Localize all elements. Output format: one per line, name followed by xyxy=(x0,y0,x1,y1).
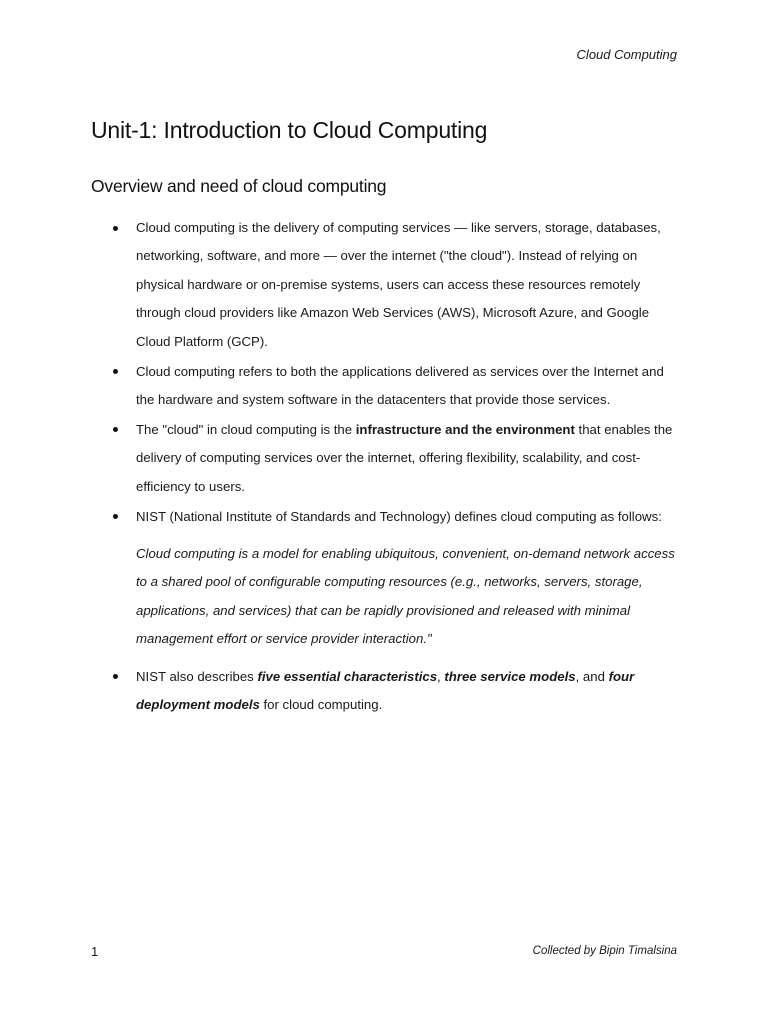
bullet-icon xyxy=(113,226,118,231)
document-body xyxy=(91,214,681,721)
bullet-text-end: for cloud computing. xyxy=(259,697,383,712)
bullet-bold-term: infrastructure and the environment xyxy=(355,421,575,437)
bullet-item xyxy=(91,358,681,415)
bullet-item xyxy=(91,663,681,720)
bullet-item xyxy=(91,214,681,356)
page-number: 1 xyxy=(91,944,99,959)
bullet-text-end: that enables the delivery of computing services over the internet, offering flexibility, scalability, and cost-efficiency to users. xyxy=(136,421,673,494)
bullet-item xyxy=(91,416,681,501)
separator: , xyxy=(437,668,445,684)
emphasis-deployment-models: four deployment models xyxy=(136,668,635,712)
nist-definition-quote: Cloud computing is a model for enabling ubiquitous, convenient, on-demand network access to a shared pool of configurable computing resources (e.g., networks, servers, storage, applications, and services) that can be rapidly provisioned and released with minimal management effort or service provider interaction." xyxy=(136,545,675,647)
bullet-icon xyxy=(113,674,118,679)
footer-credit: Collected by Bipin Timalsina xyxy=(532,945,677,957)
bullet-text: NIST (National Institute of Standards and Technology) defines cloud computing as follows: xyxy=(136,508,662,524)
emphasis-service-models: three service models xyxy=(444,668,576,684)
bullet-text-start: NIST also describes xyxy=(136,668,258,684)
bullet-list xyxy=(91,663,681,720)
bullet-icon xyxy=(113,369,118,374)
separator: , and xyxy=(575,668,609,684)
bullet-text-start: The "cloud" in cloud computing is the xyxy=(136,421,356,437)
bullet-text: Cloud computing refers to both the applications delivered as services over the Internet and the hardware and system software in the datacenters that provide those services. xyxy=(136,363,664,407)
unit-title: Unit-1: Introduction to Cloud Computing xyxy=(91,117,488,143)
bullet-list xyxy=(91,214,681,531)
bullet-icon xyxy=(113,427,118,432)
running-header: Cloud Computing xyxy=(576,47,677,62)
bullet-text: Cloud computing is the delivery of computing services — like servers, storage, databases, networking, software, and more — over the internet ("the cloud"). Instead of relying on physical hardware or on-premise systems, users can access these resources remotely through cloud providers like Amazon Web Services (AWS), Microsoft Azure, and Google Cloud Platform (GCP). xyxy=(136,220,661,349)
bullet-icon xyxy=(113,514,118,519)
bullet-item xyxy=(91,503,681,531)
section-title: Overview and need of cloud computing xyxy=(91,176,387,196)
emphasis-characteristics: five essential characteristics xyxy=(257,668,438,684)
